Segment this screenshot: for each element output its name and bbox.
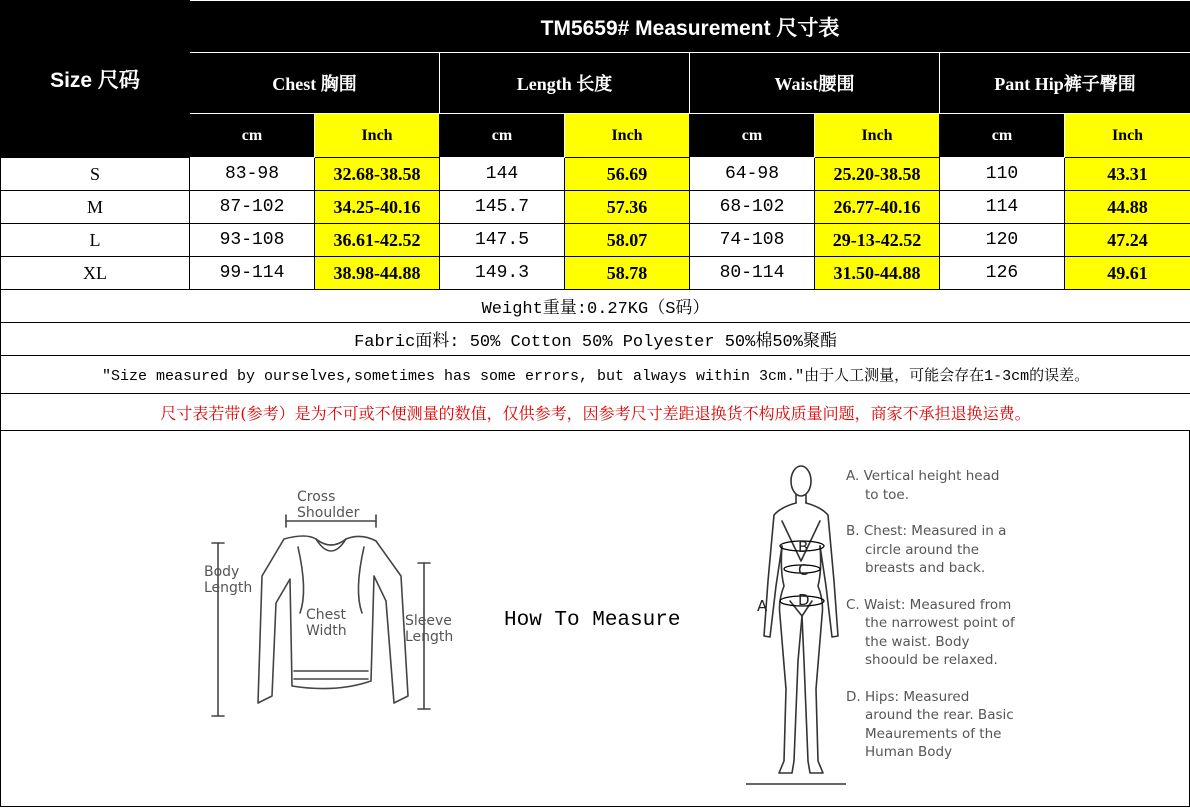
- note-c: C. Waist: Measured from the narrowest point of the waist. Body shoould be relaxed.: [846, 596, 1015, 668]
- body-letter-a: A: [757, 597, 768, 615]
- hip-inch-cell: 47.24: [1065, 224, 1190, 257]
- cross-shoulder-label: Cross Shoulder: [297, 489, 360, 521]
- chest-inch-cell: 34.25-40.16: [315, 191, 440, 224]
- length-cm-cell: 147.5: [440, 224, 565, 257]
- chest-cm-cell: 83-98: [190, 158, 315, 191]
- hip-cm-cell: 114: [940, 191, 1065, 224]
- unit-inch: Inch: [1065, 114, 1190, 158]
- unit-inch: Inch: [315, 114, 440, 158]
- length-cm-cell: 144: [440, 158, 565, 191]
- waist-cm-cell: 68-102: [690, 191, 815, 224]
- waist-cm-cell: 64-98: [690, 158, 815, 191]
- waist-inch-cell: 31.50-44.88: [815, 257, 940, 290]
- body-letter-c: C: [798, 561, 809, 579]
- how-to-measure-panel: [0, 431, 1190, 807]
- hip-cm-cell: 110: [940, 158, 1065, 191]
- waist-inch-cell: 26.77-40.16: [815, 191, 940, 224]
- unit-inch: Inch: [815, 114, 940, 158]
- unit-cm: cm: [690, 114, 815, 158]
- table-row: [1, 224, 1190, 257]
- chest-header: Chest 胸围: [190, 53, 440, 114]
- unit-cm: cm: [940, 114, 1065, 158]
- size-cell: XL: [1, 257, 190, 290]
- length-inch-cell: 57.36: [565, 191, 690, 224]
- waist-inch-cell: 29-13-42.52: [815, 224, 940, 257]
- how-to-measure-title: How To Measure: [504, 609, 681, 632]
- sleeve-length-label: Sleeve Length: [405, 613, 454, 645]
- body-figure-icon: [746, 461, 846, 786]
- chest-inch-cell: 36.61-42.52: [315, 224, 440, 257]
- waist-header: Waist腰围: [690, 53, 940, 114]
- measurement-notes: [846, 467, 1016, 780]
- hip-inch-cell: 43.31: [1065, 158, 1190, 191]
- note-d: D. Hips: Measured around the rear. Basic Meaurements of the Human Body: [846, 688, 1014, 760]
- measurement-note: "Size measured by ourselves,sometimes has some errors, but always within 3cm."由于人工测量，可能会存在1-3cm的误差。: [1, 356, 1190, 394]
- size-cell: L: [1, 224, 190, 257]
- note-a: A. Vertical height head to toe.: [846, 468, 1000, 503]
- length-inch-cell: 56.69: [565, 158, 690, 191]
- chest-inch-cell: 32.68-38.58: [315, 158, 440, 191]
- table-row: [1, 191, 1190, 224]
- note-b: B. Chest: Measured in a circle around the breasts and back.: [846, 523, 1007, 576]
- unit-inch: Inch: [565, 114, 690, 158]
- fabric-row: Fabric面料: 50% Cotton 50% Polyester 50%棉50%聚酯: [1, 323, 1190, 356]
- weight-row: Weight重量:0.27KG（S码）: [1, 290, 1190, 323]
- disclaimer-row: 尺寸表若带(参考）是为不可或不便测量的数值，仅供参考，因参考尺寸差距退换货不构成质量问题，商家不承担退换运费。: [1, 394, 1190, 431]
- chest-cm-cell: 93-108: [190, 224, 315, 257]
- hip-cm-cell: 126: [940, 257, 1065, 290]
- hip-header: Pant Hip裤子臀围: [940, 53, 1190, 114]
- hip-inch-cell: 44.88: [1065, 191, 1190, 224]
- table-row: [1, 257, 1190, 290]
- body-letter-b: B: [798, 538, 809, 556]
- body-length-label: Body Length: [204, 564, 253, 596]
- waist-inch-cell: 25.20-38.58: [815, 158, 940, 191]
- length-cm-cell: 149.3: [440, 257, 565, 290]
- size-cell: M: [1, 191, 190, 224]
- length-inch-cell: 58.78: [565, 257, 690, 290]
- length-cm-cell: 145.7: [440, 191, 565, 224]
- length-inch-cell: 58.07: [565, 224, 690, 257]
- chest-cm-cell: 87-102: [190, 191, 315, 224]
- hip-cm-cell: 120: [940, 224, 1065, 257]
- size-header: Size 尺码: [1, 1, 190, 158]
- chest-width-label: Chest Width: [306, 607, 347, 639]
- unit-cm: cm: [440, 114, 565, 158]
- table-row: [1, 158, 1190, 191]
- waist-cm-cell: 80-114: [690, 257, 815, 290]
- unit-cm: cm: [190, 114, 315, 158]
- chart-title: TM5659# Measurement 尺寸表: [190, 1, 1190, 53]
- hip-inch-cell: 49.61: [1065, 257, 1190, 290]
- length-header: Length 长度: [440, 53, 690, 114]
- chest-inch-cell: 38.98-44.88: [315, 257, 440, 290]
- waist-cm-cell: 74-108: [690, 224, 815, 257]
- size-cell: S: [1, 158, 190, 191]
- chest-cm-cell: 99-114: [190, 257, 315, 290]
- body-letter-d: D: [798, 591, 810, 609]
